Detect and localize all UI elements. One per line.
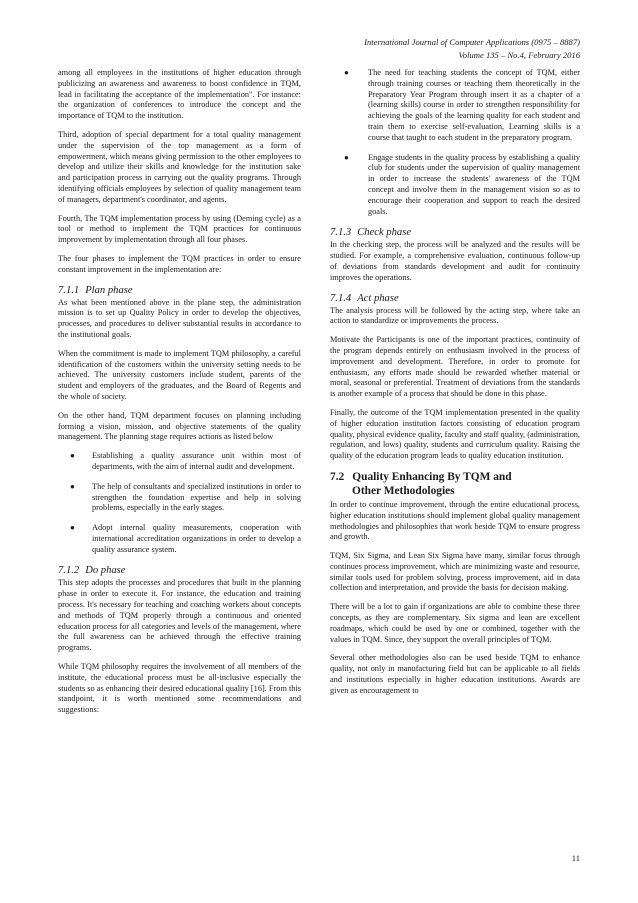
paragraph: among all employees in the institutions of higher education through publicizing an awareness and awareness to boost confidence in TQM, lead in facilitating the acceptance of the implementation". For instance: the organization of conferences to introduce the concept and the importance of TQM to the institution. [58,68,301,121]
list-item-text: Engage students in the quality process by establishing a quality club for students under the supervision of quality management in order to increase the students' awareness of the TQM concept and involve them in the management vision so as to encourage their cooperation and support to reach the desired goals. [368,152,580,216]
heading-text-line2: Other Methodologies [352,484,455,497]
heading-number: 7.1.3 [330,227,352,239]
bullet-icon: ● [70,451,75,461]
bullet-icon: ● [344,152,349,162]
heading-number: 7.2 [330,470,345,483]
heading-text: Act phase [357,292,399,304]
paragraph: The analysis process will be followed by the acting step, where take an action to standardize or improvements the process. [330,305,580,326]
paragraph: When the commitment is made to implement TQM philosophy, a careful identification of the customers within the university setting needs to be achieved. The university customers include student, parents of the student and employers of the graduates, and the Board of Regents and the whole of society. [58,348,301,401]
page-number: 11 [571,853,580,863]
bullet-icon: ● [344,68,349,77]
bullet-icon: ● [70,523,75,533]
paragraph: On the other hand, TQM department focuses on planning including forming a vision, mission, and objective statements of the quality management. The planning stage requires actions as listed below [58,410,301,442]
left-column [58,68,301,724]
paragraph: While TQM philosophy requires the involvement of all members of the institute, the educational process must be all-inclusive especially the students so as enhancing their desired educational quality [16]. From this standpoint, it is worth mentioned some recommendations and suggestions: [58,662,301,715]
heading-text: Check phase [357,227,412,239]
paragraph: As what been mentioned above in the plane step, the administration mission is to set up Quality Policy in order to develop the objectives, processes, and procedures to deliver substantial results in accordance to the institutional goals. [58,297,301,339]
paragraph: Fourth, The TQM implementation process by using (Deming cycle) as a tool or method to implement the TQM practices for continuous improvement by implementation through all four phases. [58,213,301,245]
list-item [58,451,301,473]
paragraph: Third, adoption of special department for a total quality management under the supervision of the top management as a form of empowerment, which means giving permission to the other employees to develop and utilize their skills and knowledge for the institution sake and participation process in carrying out the quality programs. Through identifying officials employees by selection of quality management team of managers, department's coordinator, and agents. [58,129,301,204]
right-column [330,68,580,705]
list-item [58,523,301,555]
running-header [364,36,580,62]
journal-volume: Volume 135 – No.4, February 2016 [458,50,580,60]
paragraph: This step adopts the processes and procedures that built in the planning phase in order to execute it. For instance, the education and training process. It's necessary for teaching and coaching workers about concepts and methods of TQM properly through a continuous and oriented education process for all categories and levels of the management, where the full awareness can be achieved through the effective training programs. [58,578,301,653]
paragraph: Finally, the outcome of the TQM implementation presented in the quality of higher education institution factors consisting of education program quality, physical evidence quality, faculty and staff quality, (administration, regulation, and lows) quality, students and curriculum quality. Raising the quality of the education program leads to quality education institution. [330,407,580,461]
list-item-text: The need for teaching students the concept of TQM, either through training courses or teaching them theoretically in the Preparatory Year Program through insert it as a chapter of a (learning skills) course in order to strengthen responsibility for achieving the goals of the learning quality for each student and train them to exercise self-evaluation, Learning skills is a course that taught to each student in the preparatory program. [368,68,580,142]
list-item [330,68,580,144]
paragraph: TQM, Six Sigma, and Lean Six Sigma have many, similar focus through continues process improvement, which are minimizing waste and resource, similar tools used for problem solving, process improvement, aid in data collection and interpretation, and provide the basis for decision making. [330,551,580,593]
subsection-heading-check [330,226,580,239]
paragraph: Motivate the Participants is one of the important practices, continuity of the program depends entirely on enthusiasm involved in the process of improvement and development. Therefore, in order to promote for enthusiasm, any efforts made should be rewarded whether material or moral, seasonal or preferential. Treatment of deviations from the standards is another example of a process that should be done in this phase. [330,335,580,399]
paragraph: In the checking step, the process will be analyzed and the results will be studied. For example, a comprehensive evaluation, continuous follow-up of deviations from standards development and audit for continuity improves the operations. [330,240,580,282]
paragraph: There will be a lot to gain if organizations are able to combine these three concepts, as they are complementary. Six sigma and lean are excellent roadmaps, which could be used by one or combined, together with the values in TQM. Since, they support the overall principles of TQM. [330,602,580,644]
bullet-list [58,451,301,555]
list-item [58,482,301,514]
list-item-text: The help of consultants and specialized institutions in order to strengthen the foundation expertise and help in solving problems, especially in the early stages. [92,481,301,513]
subsection-heading-plan [58,284,301,297]
list-item [330,153,580,218]
paragraph: Several other methodologies also can be used beside TQM to enhance quality, not only in manufacturing field but can be applicable to all fields and institutions especially in higher education institutions. Awards are given as encouragement to [330,653,580,695]
list-item-text: Adopt internal quality measurements, cooperation with international accreditation organizations in order to develop a quality assurance system. [92,523,301,554]
list-item-text: Establishing a quality assurance unit within most of departments, with the aim of internal audit and development. [92,451,301,471]
journal-title: International Journal of Computer Applications (0975 – 8887) [364,37,580,47]
heading-number: 7.1.1 [58,284,80,296]
paragraph: The four phases to implement the TQM practices in order to ensure constant improvement in the implementation are: [58,253,301,274]
heading-text-line1: Quality Enhancing By TQM and [352,470,512,483]
heading-text: Do phase [85,565,126,577]
paragraph: In order to continue improvement, through the entire educational process, higher education institutions should implement global quality management methodologies and philosophies that work beside TQM to ensure progress and growth. [330,499,580,542]
bullet-list [330,68,580,217]
subsection-heading-act [330,292,580,305]
heading-number: 7.1.2 [58,565,80,577]
bullet-icon: ● [70,481,75,491]
heading-number: 7.1.4 [330,292,352,304]
section-heading-quality-enhancing [330,470,580,498]
subsection-heading-do [58,564,301,577]
heading-text: Plan phase [85,284,133,296]
